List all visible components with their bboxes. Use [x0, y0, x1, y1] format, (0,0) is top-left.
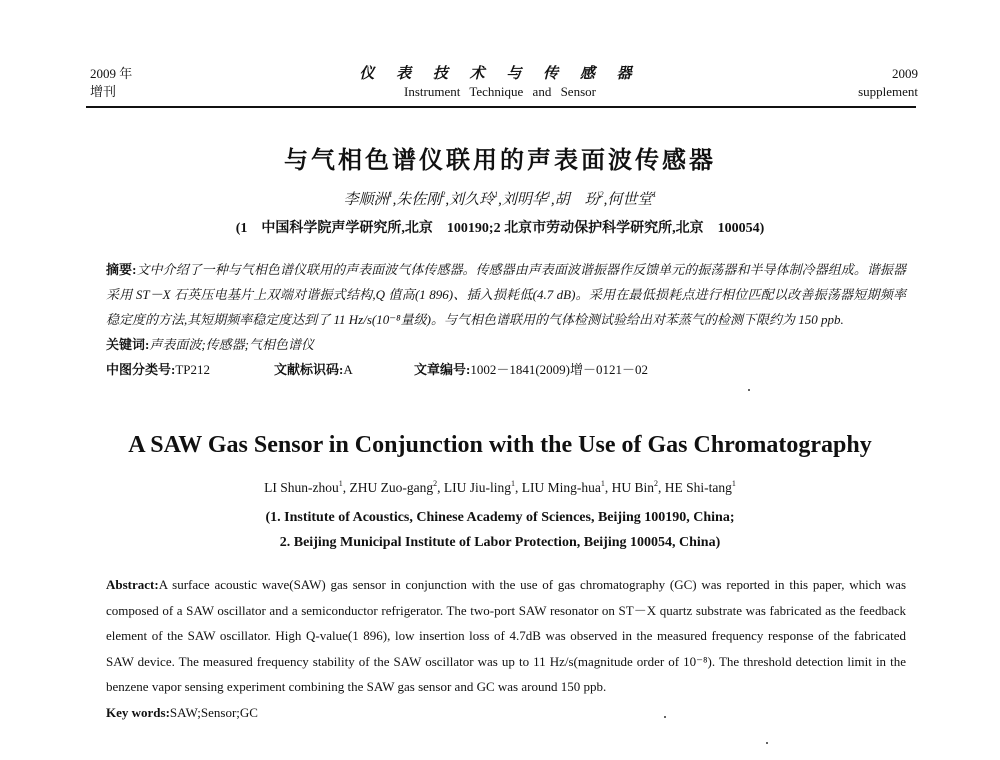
article-label: 文章编号:	[414, 362, 471, 377]
affiliation-cn: (1 中国科学院声学研究所,北京 100190;2 北京市劳动保护科学研究所,北京 100054)	[235, 221, 765, 236]
header-issue: 增刊	[90, 84, 117, 99]
abstract-cn	[106, 257, 906, 332]
paper-title-en: A SAW Gas Sensor in Conjunction with the Use of Gas Chromatography	[128, 432, 872, 458]
scan-speck	[748, 389, 750, 391]
paper-title-cn: 与气相色谱仪联用的声表面波传感器	[284, 146, 716, 174]
author-name	[665, 480, 736, 495]
author-name	[396, 192, 445, 208]
author-name-text: 李顺洲	[343, 192, 389, 208]
keywords-text-cn: 声表面波;传感器;气相色谱仪	[149, 337, 315, 352]
author-affiliation-mark: 1	[731, 478, 736, 488]
clc-label: 中图分类号:	[106, 362, 176, 377]
author-name	[264, 480, 343, 495]
doc-label: 文献标识码:	[274, 362, 344, 377]
author-affiliation-mark: 1	[600, 478, 605, 488]
author-name-text: HU Bin	[611, 480, 654, 495]
author-name-text: HE Shi-tang	[664, 480, 732, 495]
author-name-text: LIU Ming-hua	[521, 480, 601, 495]
keywords-cn	[106, 332, 906, 357]
author-affiliation-mark: 1	[338, 478, 343, 488]
scan-speck	[664, 716, 666, 718]
keywords-label-cn: 关键词:	[106, 337, 150, 352]
author-name	[607, 192, 656, 208]
author-list-en: LI Shun-zhou$^1$, ZHU Zuo-gang$^2$, LIU Jiu-ling$^1$, LIU Ming-hua$^1$, HU Bin$^2$, HE Shi-tang$^1$	[264, 478, 736, 495]
author-name	[522, 480, 605, 495]
author-name-text: 何世堂	[607, 192, 653, 208]
classification-line	[106, 357, 906, 382]
doc-code	[274, 357, 414, 382]
keywords-label-en: Key words:	[106, 704, 170, 720]
author-name-text: 胡 玢	[554, 192, 600, 208]
abstract-block-cn	[106, 257, 906, 382]
header-year: 2009 年	[90, 66, 133, 81]
header-rule	[86, 106, 916, 108]
author-name-text: 朱佐刚	[396, 192, 442, 208]
header-year-en: 2009	[892, 66, 918, 81]
abstract-block-en	[106, 572, 906, 725]
keywords-en	[106, 700, 906, 726]
author-affiliation-mark: 1	[510, 478, 515, 488]
scan-speck	[766, 742, 768, 744]
author-name-text: ZHU Zuo-gang	[349, 480, 434, 495]
author-affiliation-mark: 1	[546, 190, 551, 199]
author-name	[555, 192, 604, 208]
abstract-label-cn: 摘要:	[106, 262, 137, 277]
author-affiliation-mark: 2	[599, 190, 604, 199]
author-affiliation-mark: 1	[494, 190, 499, 199]
journal-title-en: Instrument Technique and Sensor	[404, 84, 596, 99]
header-issue-en: supplement	[858, 84, 918, 99]
author-affiliation-mark: 1	[652, 190, 657, 199]
author-affiliation-mark: 2	[441, 190, 446, 199]
abstract-en	[106, 572, 906, 700]
author-name	[444, 480, 515, 495]
affiliation-en	[0, 505, 1000, 555]
author-name-text: LI Shun-zhou	[264, 480, 339, 495]
author-list-cn: 李顺洲$^1$,朱佐刚$^2$,刘久玲$^1$,刘明华$^1$,胡 玢$^2$,何世堂$^1$	[343, 190, 657, 208]
header-right	[858, 65, 918, 101]
clc-value: TP212	[175, 362, 211, 377]
affiliation-en-line1: (1. Institute of Acoustics, Chinese Academy of Sciences, Beijing 100190, China;	[265, 510, 735, 525]
author-name-text: 刘明华	[501, 192, 547, 208]
author-name	[612, 480, 658, 495]
keywords-text-en: SAW;Sensor;GC	[169, 704, 258, 720]
doc-value: A	[343, 362, 353, 377]
article-value: 1002－1841(2009)增－0121－02	[470, 362, 649, 377]
author-name	[502, 192, 551, 208]
author-affiliation-mark: 2	[433, 478, 438, 488]
author-name-text: 刘久玲	[449, 192, 495, 208]
article-number	[414, 357, 648, 382]
abstract-text-en: A surface acoustic wave(SAW) gas sensor in conjunction with the use of gas chromatography (GC) was reported in this paper, which was composed of a SAW oscillator and a semiconductor refrigerator. The two-port SAW resonator on ST－X quartz substrate was fabricated as the feedback element of the SAW oscillator. High Q-value(1 896), low insertion loss of 4.7dB was observed in the measured frequency response of the fabricated SAW device. The measured frequency stability of the SAW oscillator was up to 11 Hz/s(magnitude order of 10⁻⁸). The threshold detection limit in the benzene vapor sensing experiment combining the SAW gas sensor and GC was around 150 ppb.	[106, 577, 906, 694]
author-name-text: LIU Jiu-ling	[443, 480, 511, 495]
author-name	[449, 192, 498, 208]
abstract-text-cn: 文中介绍了一种与气相色谱仪联用的声表面波气体传感器。传感器由声表面波谐振器作反馈单元的振荡器和半导体制冷器组成。谐振器采用 ST－X 石英压电基片上双端对谐振式结构,Q 值高(1 896)、插入损耗低(4.7 dB)。采用在最低损耗点进行相位匹配以改善振荡器短期频率稳定度的方法,其短期频率稳定度达到了 11 Hz/s(10⁻⁸量级)。与气相色谱联用的气体检测试验给出对苯蒸气的检测下限约为 150 ppb.	[106, 262, 906, 327]
affiliation-en-line2: 2. Beijing Municipal Institute of Labor Protection, Beijing 100054, China)	[279, 535, 721, 550]
author-affiliation-mark: 1	[388, 190, 393, 199]
author-name	[350, 480, 438, 495]
author-affiliation-mark: 2	[653, 478, 658, 488]
header-journal	[0, 65, 1000, 101]
abstract-label-en: Abstract:	[106, 577, 159, 592]
journal-title-cn: 仪 表 技 术 与 传 感 器	[359, 66, 641, 82]
clc-number	[106, 357, 274, 382]
author-name	[344, 192, 393, 208]
